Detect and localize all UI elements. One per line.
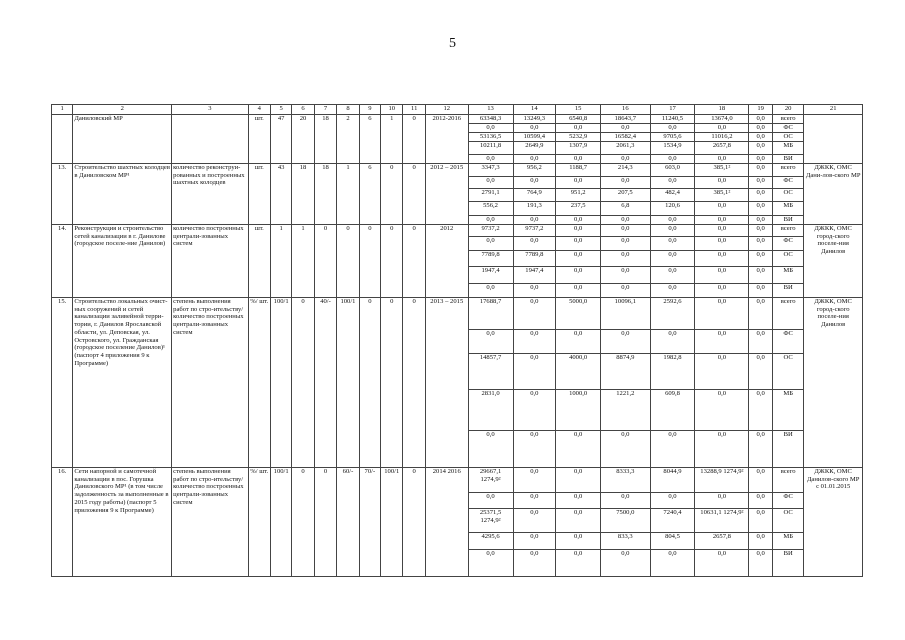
finance-cell: 0,0 — [601, 330, 650, 354]
funding-source-cell: ФС — [772, 493, 803, 509]
header-cell: 16 — [601, 105, 650, 115]
finance-cell: 0,0 — [513, 354, 556, 390]
finance-cell: 0,0 — [749, 468, 773, 493]
cell-c5: 1 — [271, 225, 292, 298]
cell-num: 13. — [52, 164, 73, 225]
cell-c5: 47 — [271, 115, 292, 164]
cell-c6: 18 — [292, 164, 314, 225]
finance-cell: 0,0 — [513, 155, 556, 164]
cell-c10: 100/1 — [381, 468, 403, 577]
finance-cell: 29667,1 1274,9² — [468, 468, 513, 493]
finance-cell: 0,0 — [650, 155, 695, 164]
finance-cell: 0,0 — [749, 237, 773, 251]
header-cell: 5 — [271, 105, 292, 115]
header-cell: 11 — [403, 105, 425, 115]
cell-c9: 6 — [359, 115, 380, 164]
finance-cell: 0,0 — [556, 509, 601, 533]
finance-cell: 120,6 — [650, 202, 695, 216]
finance-cell: 0,0 — [513, 390, 556, 431]
finance-cell: 0,0 — [749, 390, 773, 431]
finance-cell: 0,0 — [556, 267, 601, 284]
cell-indicator: степень выполнения работ по стро-ительству/ количество построенных централи-зованных систем — [172, 468, 248, 577]
funding-source-cell: всего — [772, 164, 803, 177]
finance-cell: 0,0 — [695, 493, 749, 509]
cell-c7: 18 — [314, 115, 336, 164]
cell-c8: 100/1 — [337, 298, 359, 468]
finance-cell: 0,0 — [749, 124, 773, 133]
finance-cell: 10631,1 1274,9² — [695, 509, 749, 533]
header-cell: 17 — [650, 105, 695, 115]
cell-c11: 0 — [403, 298, 425, 468]
finance-cell: 0,0 — [468, 493, 513, 509]
cell-c6: 20 — [292, 115, 314, 164]
finance-cell: 17688,7 — [468, 298, 513, 330]
finance-cell: 0,0 — [650, 493, 695, 509]
finance-cell: 0,0 — [749, 115, 773, 124]
finance-cell: 0,0 — [650, 216, 695, 225]
finance-cell: 0,0 — [513, 216, 556, 225]
finance-cell: 2061,3 — [601, 142, 650, 155]
finance-cell: 0,0 — [695, 177, 749, 189]
funding-source-cell: ВИ — [772, 216, 803, 225]
finance-cell: 25371,5 1274,9² — [468, 509, 513, 533]
cell-c5: 100/1 — [271, 298, 292, 468]
finance-cell: 7500,0 — [601, 509, 650, 533]
funding-source-cell: ВИ — [772, 284, 803, 298]
finance-cell: 0,0 — [749, 225, 773, 237]
finance-cell: 6540,8 — [556, 115, 601, 124]
funding-source-cell: всего — [772, 115, 803, 124]
cell-desc: Сети напорной и самотечной канализации в пос. Горушка Даниловского МР¹ (в том числе задолженность за выполненные в 2015 году работы) (паспорт 5 приложения 9 к Программе) — [73, 468, 172, 577]
cell-responsible: ДЖКК, ОМС город-ского поселе-ния Данилов — [804, 225, 863, 298]
finance-cell: 0,0 — [513, 550, 556, 577]
finance-cell: 1000,0 — [556, 390, 601, 431]
cell-c10: 0 — [381, 225, 403, 298]
cell-c8: 0 — [337, 225, 359, 298]
finance-cell: 0,0 — [513, 298, 556, 330]
finance-cell: 13249,3 — [513, 115, 556, 124]
finance-cell: 0,0 — [749, 533, 773, 550]
funding-source-cell: ВИ — [772, 155, 803, 164]
funding-source-cell: МБ — [772, 267, 803, 284]
cell-num — [52, 115, 73, 164]
finance-cell: 0,0 — [601, 493, 650, 509]
finance-cell: 0,0 — [749, 509, 773, 533]
finance-cell: 2791,1 — [468, 189, 513, 202]
page-number: 5 — [449, 36, 456, 51]
funding-source-cell: всего — [772, 225, 803, 237]
funding-source-cell: ОС — [772, 509, 803, 533]
finance-cell: 0,0 — [556, 124, 601, 133]
finance-cell: 0,0 — [749, 189, 773, 202]
finance-cell: 0,0 — [749, 330, 773, 354]
finance-cell: 0,0 — [695, 237, 749, 251]
finance-cell: 0,0 — [513, 493, 556, 509]
funding-source-cell: ОС — [772, 251, 803, 267]
cell-desc: Строительство локальных очист-ных сооружений и сетей канализации заливейной терри-тории, г. Данилов Ярославской области, ул. Деповская, ул. Островского, ул. Гражданская (городское поселение Данилов)¹ (паспорт 4 приложения 9 к Программе) — [73, 298, 172, 468]
header-cell: 8 — [337, 105, 359, 115]
finance-cell: 9737,2 — [513, 225, 556, 237]
finance-cell: 0,0 — [695, 284, 749, 298]
finance-cell: 237,5 — [556, 202, 601, 216]
finance-cell: 4295,6 — [468, 533, 513, 550]
finance-cell: 7789,8 — [513, 251, 556, 267]
finance-cell: 1307,9 — [556, 142, 601, 155]
finance-cell: 5000,0 — [556, 298, 601, 330]
table-row — [52, 115, 863, 124]
funding-source-cell: всего — [772, 298, 803, 330]
funding-source-cell: МБ — [772, 533, 803, 550]
cell-num: 16. — [52, 468, 73, 577]
finance-cell: 0,0 — [513, 533, 556, 550]
finance-cell: 0,0 — [513, 431, 556, 468]
header-cell: 21 — [804, 105, 863, 115]
cell-c8: 1 — [337, 164, 359, 225]
finance-cell: 0,0 — [695, 225, 749, 237]
finance-cell: 0,0 — [556, 216, 601, 225]
finance-cell: 0,0 — [695, 216, 749, 225]
cell-responsible: ДЖКК, ОМС Дани-лов-ского МР — [804, 164, 863, 225]
finance-cell: 1947,4 — [513, 267, 556, 284]
cell-c9: 70/- — [359, 468, 380, 577]
finance-cell: 0,0 — [601, 267, 650, 284]
funding-source-cell: ФС — [772, 124, 803, 133]
header-cell: 19 — [749, 105, 773, 115]
finance-cell: 0,0 — [468, 330, 513, 354]
finance-cell: 956,2 — [513, 164, 556, 177]
cell-c9: 6 — [359, 164, 380, 225]
finance-cell: 6,8 — [601, 202, 650, 216]
finance-cell: 13674,0 — [695, 115, 749, 124]
funding-source-cell: ВИ — [772, 550, 803, 577]
finance-cell: 0,0 — [513, 124, 556, 133]
cell-c8: 60/- — [337, 468, 359, 577]
finance-cell: 764,9 — [513, 189, 556, 202]
cell-c7: 40/- — [314, 298, 336, 468]
finance-cell: 5232,9 — [556, 133, 601, 142]
finance-cell: 53136,5 — [468, 133, 513, 142]
finance-cell: 0,0 — [749, 493, 773, 509]
finance-cell: 0,0 — [749, 202, 773, 216]
finance-cell: 0,0 — [556, 431, 601, 468]
finance-cell: 1982,8 — [650, 354, 695, 390]
finance-cell: 0,0 — [650, 225, 695, 237]
finance-cell: 1534,9 — [650, 142, 695, 155]
finance-cell: 0,0 — [650, 251, 695, 267]
header-cell: 10 — [381, 105, 403, 115]
header-cell: 1 — [52, 105, 73, 115]
funding-source-cell: МБ — [772, 142, 803, 155]
header-row — [52, 105, 863, 115]
cell-responsible: ДЖКК, ОМС город-ского поселе-ния Данилов — [804, 298, 863, 468]
finance-cell: 0,0 — [468, 177, 513, 189]
cell-unit: %/ шт. — [248, 468, 270, 577]
finance-cell: 0,0 — [749, 298, 773, 330]
finance-cell: 0,0 — [650, 431, 695, 468]
finance-cell: 0,0 — [749, 284, 773, 298]
cell-responsible: ДЖКК, ОМС Данилов-ского МР с 01.01.2015 — [804, 468, 863, 577]
finance-cell: 9737,2 — [468, 225, 513, 237]
finance-cell: 0,0 — [650, 330, 695, 354]
cell-indicator: количество построенных централи-зованных систем — [172, 225, 248, 298]
finance-cell: 609,8 — [650, 390, 695, 431]
header-cell: 2 — [73, 105, 172, 115]
finance-cell: 0,0 — [695, 155, 749, 164]
finance-cell: 0,0 — [695, 550, 749, 577]
finance-cell: 0,0 — [468, 237, 513, 251]
finance-cell: 0,0 — [601, 124, 650, 133]
finance-cell: 0,0 — [513, 468, 556, 493]
finance-cell: 804,5 — [650, 533, 695, 550]
finance-cell: 0,0 — [601, 225, 650, 237]
finance-cell: 0,0 — [749, 354, 773, 390]
finance-cell: 0,0 — [695, 202, 749, 216]
finance-cell: 0,0 — [749, 550, 773, 577]
cell-period: 2013 – 2015 — [425, 298, 468, 468]
finance-cell: 0,0 — [601, 216, 650, 225]
funding-source-cell: ФС — [772, 237, 803, 251]
finance-cell: 951,2 — [556, 189, 601, 202]
finance-cell: 9705,6 — [650, 133, 695, 142]
program-table — [51, 104, 863, 577]
finance-cell: 0,0 — [749, 267, 773, 284]
finance-cell: 556,2 — [468, 202, 513, 216]
cell-responsible — [804, 115, 863, 164]
finance-cell: 0,0 — [556, 550, 601, 577]
finance-cell: 0,0 — [650, 550, 695, 577]
finance-cell: 0,0 — [650, 267, 695, 284]
finance-cell: 0,0 — [695, 267, 749, 284]
finance-cell: 0,0 — [695, 390, 749, 431]
finance-cell: 0,0 — [468, 124, 513, 133]
cell-c7: 0 — [314, 468, 336, 577]
finance-cell: 2592,6 — [650, 298, 695, 330]
cell-c11: 0 — [403, 164, 425, 225]
finance-cell: 63348,3 — [468, 115, 513, 124]
finance-cell: 11240,5 — [650, 115, 695, 124]
finance-cell: 7240,4 — [650, 509, 695, 533]
cell-desc: Даниловский МР — [73, 115, 172, 164]
finance-cell: 0,0 — [749, 142, 773, 155]
finance-cell: 2657,8 — [695, 142, 749, 155]
cell-desc: Строительство шахтных колодцев в Даниловском МР¹ — [73, 164, 172, 225]
finance-cell: 207,5 — [601, 189, 650, 202]
finance-cell: 0,0 — [556, 251, 601, 267]
finance-cell: 18643,7 — [601, 115, 650, 124]
finance-cell: 0,0 — [601, 284, 650, 298]
table-row — [52, 225, 863, 237]
table-row — [52, 468, 863, 493]
cell-desc: Реконструкция и строительство сетей канализации в г. Данилове (городское поселе-ние Данилов) — [73, 225, 172, 298]
finance-cell: 385,1² — [695, 189, 749, 202]
finance-cell: 0,0 — [695, 124, 749, 133]
funding-source-cell: МБ — [772, 202, 803, 216]
cell-unit: шт. — [248, 164, 270, 225]
header-cell: 3 — [172, 105, 248, 115]
finance-cell: 482,4 — [650, 189, 695, 202]
finance-cell: 1188,7 — [556, 164, 601, 177]
cell-num: 14. — [52, 225, 73, 298]
finance-cell: 0,0 — [556, 330, 601, 354]
funding-source-cell: ОС — [772, 354, 803, 390]
finance-cell: 0,0 — [749, 177, 773, 189]
header-cell: 13 — [468, 105, 513, 115]
cell-c10: 1 — [381, 115, 403, 164]
header-cell: 9 — [359, 105, 380, 115]
finance-cell: 4000,0 — [556, 354, 601, 390]
finance-cell: 0,0 — [556, 225, 601, 237]
header-cell: 15 — [556, 105, 601, 115]
cell-c9: 0 — [359, 298, 380, 468]
cell-c8: 2 — [337, 115, 359, 164]
finance-cell: 0,0 — [601, 550, 650, 577]
cell-c11: 0 — [403, 468, 425, 577]
finance-cell: 0,0 — [749, 251, 773, 267]
cell-c6: 1 — [292, 225, 314, 298]
finance-cell: 0,0 — [556, 284, 601, 298]
finance-cell: 0,0 — [695, 431, 749, 468]
finance-cell: 0,0 — [468, 284, 513, 298]
finance-cell: 7789,8 — [468, 251, 513, 267]
finance-cell: 0,0 — [513, 177, 556, 189]
cell-indicator: количество реконструи-рованных и построенных шахтных колодцев — [172, 164, 248, 225]
finance-cell: 10599,4 — [513, 133, 556, 142]
cell-num: 15. — [52, 298, 73, 468]
finance-cell: 833,3 — [601, 533, 650, 550]
finance-cell: 0,0 — [601, 237, 650, 251]
finance-cell: 2657,8 — [695, 533, 749, 550]
cell-period: 2012-2016 — [425, 115, 468, 164]
funding-source-cell: МБ — [772, 390, 803, 431]
finance-cell: 0,0 — [556, 493, 601, 509]
cell-c10: 0 — [381, 164, 403, 225]
finance-cell: 0,0 — [556, 155, 601, 164]
finance-cell: 10096,1 — [601, 298, 650, 330]
finance-cell: 0,0 — [650, 237, 695, 251]
cell-unit: шт. — [248, 225, 270, 298]
finance-cell: 3347,3 — [468, 164, 513, 177]
cell-c7: 0 — [314, 225, 336, 298]
cell-c7: 18 — [314, 164, 336, 225]
finance-cell: 0,0 — [650, 284, 695, 298]
finance-cell: 0,0 — [513, 509, 556, 533]
table-row — [52, 164, 863, 177]
header-cell: 18 — [695, 105, 749, 115]
finance-cell: 0,0 — [695, 251, 749, 267]
header-cell: 7 — [314, 105, 336, 115]
cell-c10: 0 — [381, 298, 403, 468]
funding-source-cell: ОС — [772, 133, 803, 142]
funding-source-cell: ВИ — [772, 431, 803, 468]
finance-cell: 16582,4 — [601, 133, 650, 142]
finance-cell: 1221,2 — [601, 390, 650, 431]
cell-c11: 0 — [403, 225, 425, 298]
finance-cell: 0,0 — [749, 216, 773, 225]
cell-c6: 0 — [292, 468, 314, 577]
finance-cell: 0,0 — [749, 155, 773, 164]
finance-cell: 0,0 — [601, 251, 650, 267]
cell-indicator — [172, 115, 248, 164]
finance-cell: 8874,9 — [601, 354, 650, 390]
finance-cell: 0,0 — [513, 237, 556, 251]
finance-cell: 0,0 — [749, 164, 773, 177]
cell-unit: %/ шт. — [248, 298, 270, 468]
header-cell: 12 — [425, 105, 468, 115]
finance-cell: 385,1² — [695, 164, 749, 177]
header-cell: 6 — [292, 105, 314, 115]
finance-cell: 14857,7 — [468, 354, 513, 390]
cell-indicator: степень выполнения работ по стро-ительству/ количество построенных централи-зованных систем — [172, 298, 248, 468]
finance-cell: 0,0 — [556, 237, 601, 251]
funding-source-cell: ФС — [772, 330, 803, 354]
finance-cell: 0,0 — [695, 298, 749, 330]
finance-cell: 1947,4 — [468, 267, 513, 284]
finance-cell: 0,0 — [601, 177, 650, 189]
header-cell: 20 — [772, 105, 803, 115]
finance-cell: 0,0 — [468, 216, 513, 225]
cell-c6: 0 — [292, 298, 314, 468]
finance-cell: 0,0 — [468, 550, 513, 577]
finance-cell: 8333,3 — [601, 468, 650, 493]
header-cell: 4 — [248, 105, 270, 115]
finance-cell: 214,3 — [601, 164, 650, 177]
finance-cell: 0,0 — [556, 533, 601, 550]
cell-c9: 0 — [359, 225, 380, 298]
finance-cell: 0,0 — [695, 330, 749, 354]
cell-c11: 0 — [403, 115, 425, 164]
funding-source-cell: ОС — [772, 189, 803, 202]
cell-period: 2012 – 2015 — [425, 164, 468, 225]
header-cell: 14 — [513, 105, 556, 115]
finance-cell: 0,0 — [468, 155, 513, 164]
finance-cell: 603,0 — [650, 164, 695, 177]
cell-period: 2014 2016 — [425, 468, 468, 577]
cell-unit: шт. — [248, 115, 270, 164]
finance-cell: 0,0 — [749, 431, 773, 468]
finance-cell: 0,0 — [695, 354, 749, 390]
cell-c5: 43 — [271, 164, 292, 225]
funding-source-cell: всего — [772, 468, 803, 493]
finance-cell: 0,0 — [513, 330, 556, 354]
finance-cell: 0,0 — [749, 133, 773, 142]
cell-period: 2012 — [425, 225, 468, 298]
finance-cell: 0,0 — [468, 431, 513, 468]
table-row — [52, 298, 863, 330]
funding-source-cell: ФС — [772, 177, 803, 189]
finance-cell: 10211,8 — [468, 142, 513, 155]
finance-cell: 8044,9 — [650, 468, 695, 493]
cell-c5: 100/1 — [271, 468, 292, 577]
finance-cell: 2649,9 — [513, 142, 556, 155]
finance-cell: 0,0 — [650, 124, 695, 133]
finance-cell: 13288,9 1274,9² — [695, 468, 749, 493]
finance-cell: 0,0 — [513, 284, 556, 298]
finance-cell: 0,0 — [650, 177, 695, 189]
finance-cell: 0,0 — [601, 155, 650, 164]
finance-cell: 0,0 — [556, 177, 601, 189]
finance-cell: 0,0 — [601, 431, 650, 468]
finance-cell: 0,0 — [556, 468, 601, 493]
finance-cell: 2831,0 — [468, 390, 513, 431]
finance-cell: 11016,2 — [695, 133, 749, 142]
finance-cell: 191,3 — [513, 202, 556, 216]
